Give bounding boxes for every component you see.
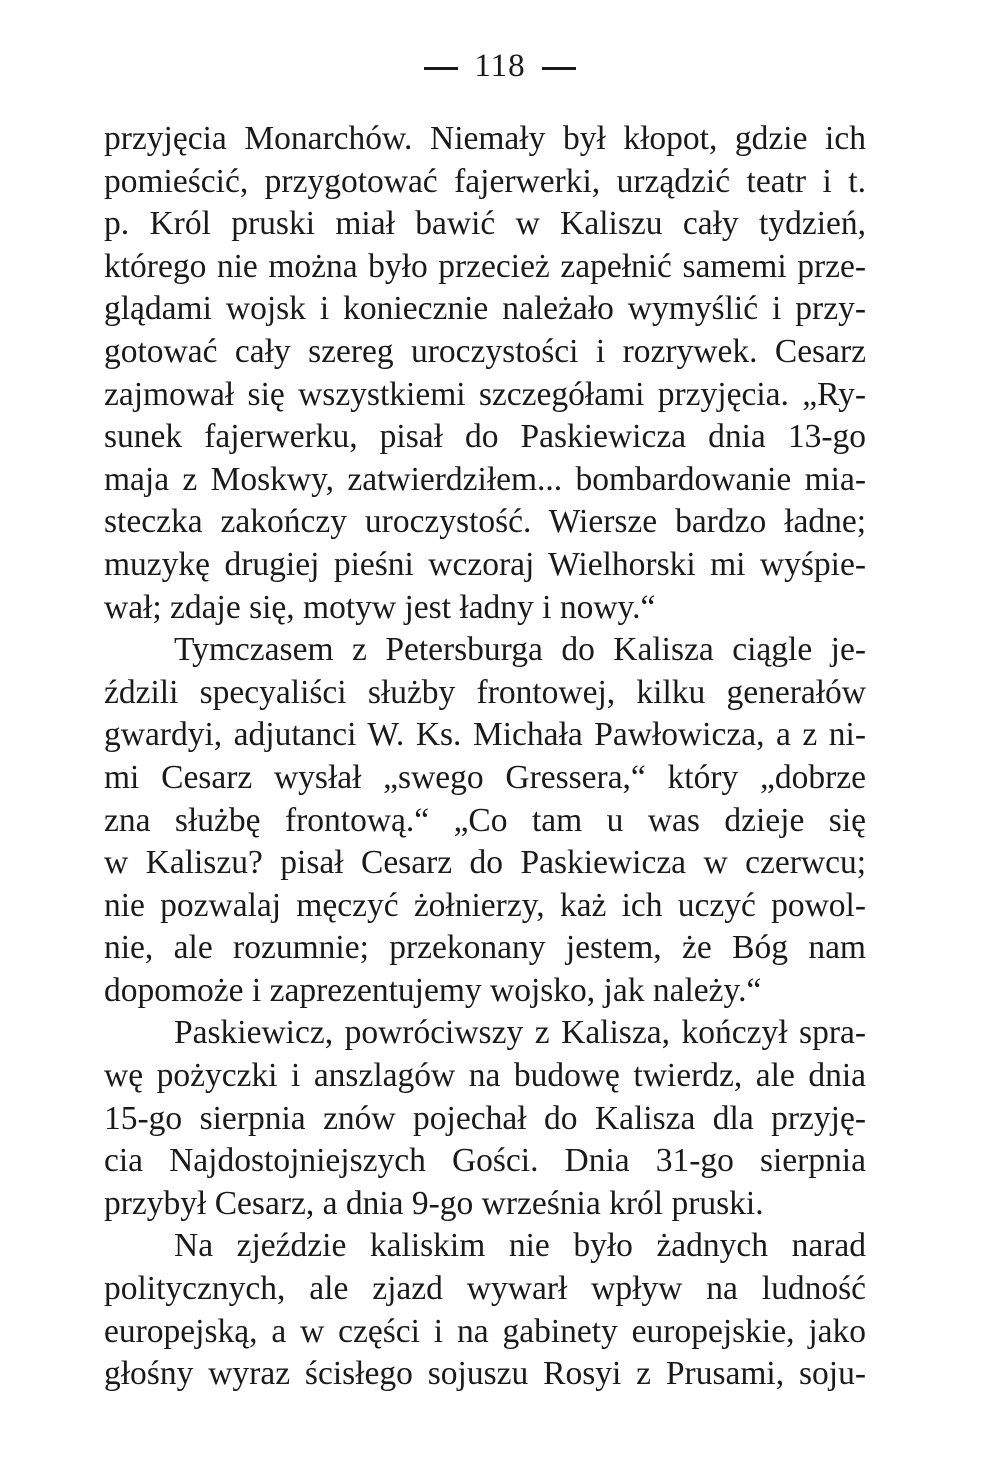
text-line: europejską, a w części i na gabinety europejskie, jako — [104, 1312, 866, 1350]
header-dash-left — [424, 67, 458, 70]
text-line: Paskiewicz, powróciwszy z Kalisza, kończył spra- — [174, 1014, 866, 1052]
text-line: glądami wojsk i koniecznie należało wymyślić i przy- — [104, 290, 866, 328]
text-line: dopomoże i zaprezentujemy wojsko, jak należy.“ — [104, 971, 762, 1009]
text-line: nie pozwalaj męczyć żołnierzy, każ ich uczyć powol- — [104, 886, 866, 924]
text-line: gwardyi, adjutanci W. Ks. Michała Pawłowicza, a z ni- — [104, 716, 866, 754]
text-line: 15-go sierpnia znów pojechał do Kalisza dla przyję- — [104, 1099, 866, 1137]
text-line: steczka zakończy uroczystość. Wiersze bardzo ładne; — [104, 503, 866, 541]
text-line: pomieścić, przygotować fajerwerki, urządzić teatr i t. — [104, 162, 866, 200]
text-line: zna służbę frontową.“ „Co tam u was dzieje się — [104, 801, 866, 839]
text-line: głośny wyraz ścisłego sojuszu Rosyi z Prusami, soju- — [104, 1355, 866, 1393]
text-line: którego nie można było przecież zapełnić samemi prze- — [104, 247, 866, 285]
header-dash-right — [542, 67, 576, 70]
text-line: p. Król pruski miał bawić w Kaliszu cały tydzień, — [104, 205, 866, 243]
body-text — [104, 118, 866, 1396]
text-line: zajmował się wszystkiemi szczegółami przyjęcia. „Ry- — [104, 375, 866, 413]
text-line: politycznych, ale zjazd wywarł wpływ na ludność — [104, 1270, 866, 1308]
text-line: przybył Cesarz, a dnia 9-go września król pruski. — [104, 1184, 764, 1222]
text-line: nie, ale rozumnie; przekonany jestem, że Bóg nam — [104, 929, 866, 967]
text-line: maja z Moskwy, zatwierdziłem... bombardowanie mia- — [104, 460, 866, 498]
text-line: w Kaliszu? pisał Cesarz do Paskiewicza w czerwcu; — [104, 844, 866, 882]
text-line: wał; zdaje się, motyw jest ładny i nowy.“ — [104, 588, 656, 626]
text-line: Na zjeździe kaliskim nie było żadnych narad — [174, 1227, 866, 1265]
text-line: ździli specyaliści służby frontowej, kilku generałów — [104, 673, 866, 711]
text-line: przyjęcia Monarchów. Niemały był kłopot, gdzie ich — [104, 120, 866, 157]
page-header — [0, 48, 1000, 85]
text-line: cia Najdostojniejszych Gości. Dnia 31-go sierpnia — [104, 1142, 866, 1180]
text-line: gotować cały szereg uroczystości i rozrywek. Cesarz — [104, 332, 866, 370]
text-line: Tymczasem z Petersburga do Kalisza ciągle je- — [174, 631, 866, 669]
page-number: 118 — [474, 48, 526, 84]
text-line: sunek fajerwerku, pisał do Paskiewicza dnia 13-go — [104, 418, 866, 456]
text-line: mi Cesarz wysłał „swego Gressera,“ który „dobrze — [104, 758, 866, 796]
text-line: muzykę drugiej pieśni wczoraj Wielhorski mi wyśpie- — [104, 545, 866, 583]
text-line: wę pożyczki i anszlagów na budowę twierdz, ale dnia — [104, 1057, 866, 1095]
